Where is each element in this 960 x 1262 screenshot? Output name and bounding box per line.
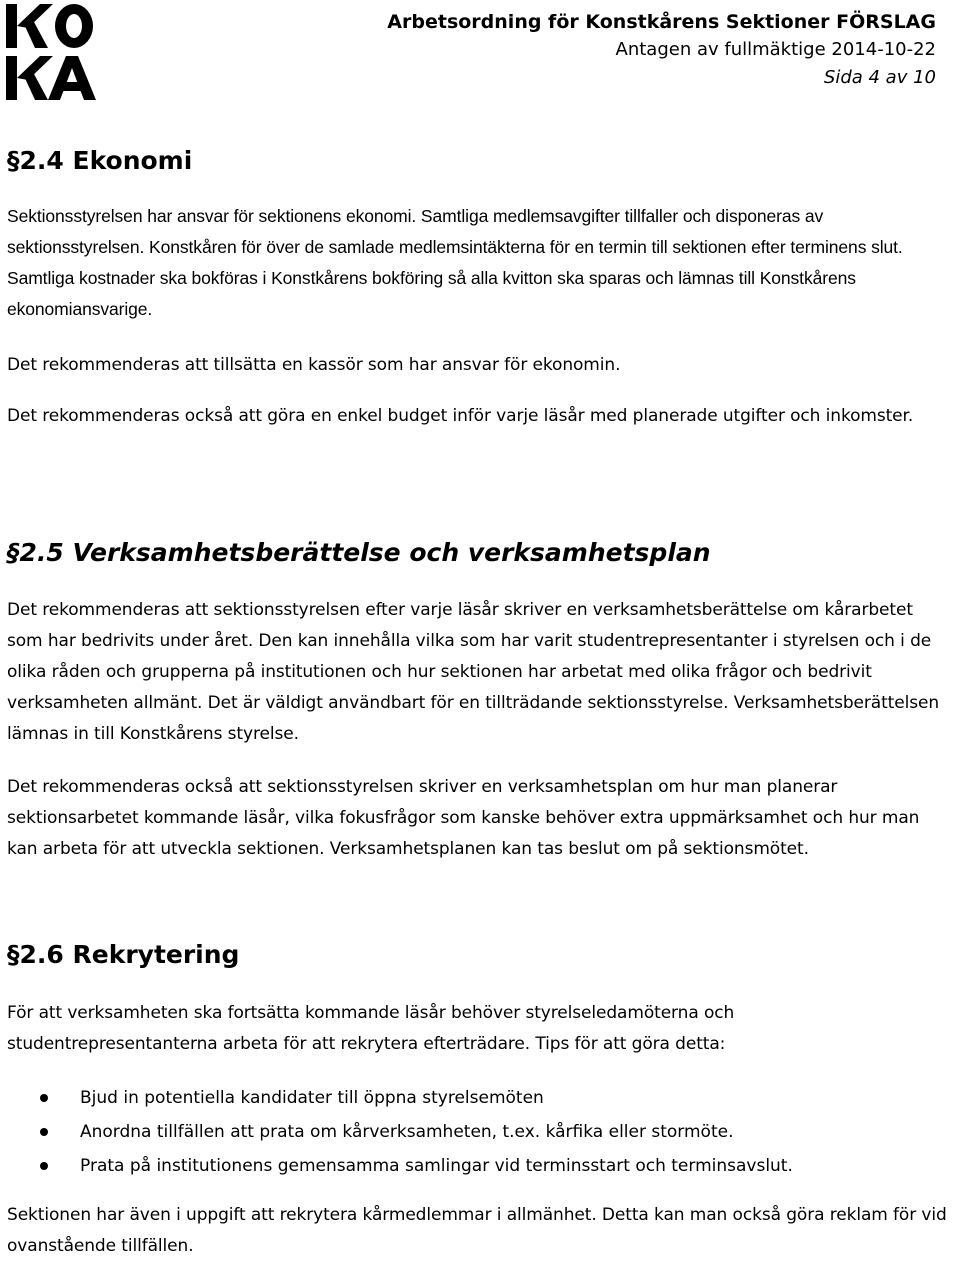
adopted-date: Antagen av fullmäktige 2014-10-22 (615, 39, 936, 60)
kora-logo (4, 2, 96, 102)
paragraph-reports-2: Det rekommenderas också att sektionsstyrelsen skriver en verksamhetsplan om hur man planerar sektionsarbetet kommande läsår, vilka fokusfrågor som kanske behöver extra uppmärksamhet och hur man kan arbeta för att utveckla sektionen. Verksamhetsplanen kan tas beslut om på sektionsmötet. (7, 777, 920, 859)
paragraph-recruitment-1: För att verksamheten ska fortsätta kommande läsår behöver styrelseledamöterna och studentrepresentanterna arbeta för att rekrytera efterträdare. Tips för att göra detta: (7, 1003, 735, 1054)
paragraph-reports-1: Det rekommenderas att sektionsstyrelsen efter varje läsår skriver en verksamhetsberättelse om kårarbetet som har bedrivits under året. Den kan innehålla vilka som har varit studentrepresentanter i styrelsen och i de olika råden och grupperna på institutionen och hur sektionen har arbetat med olika frågor och bedrivit verksamheten allmänt. Det är väldigt användbart för en tillträdande sektionsstyrelse. Verksamhetsberättelsen lämnas in till Konstkårens styrelse. (7, 600, 940, 744)
bullet-icon (40, 1094, 48, 1102)
recruitment-tips-list (7, 1083, 907, 1185)
list-item: Anordna tillfällen att prata om kårverksamheten, t.ex. kårfika eller stormöte. (7, 1117, 907, 1151)
bullet-icon (40, 1128, 48, 1136)
bullet-icon (40, 1162, 48, 1170)
list-item: Bjud in potentiella kandidater till öppna styrelsemöten (7, 1083, 907, 1117)
list-item: Prata på institutionens gemensamma samlingar vid terminsstart och terminsavslut. (7, 1151, 907, 1185)
document-title: Arbetsordning för Konstkårens Sektioner FÖRSLAG (387, 11, 936, 33)
paragraph-recruitment-2: Sektionen har även i uppgift att rekrytera kårmedlemmar i allmänhet. Detta kan man också göra reklam för vid ovanstående tillfällen. (7, 1205, 947, 1256)
kora-logo-mark (4, 2, 96, 102)
page-number: Sida 4 av 10 (823, 67, 936, 88)
paragraph-economy-3: Det rekommenderas också att göra en enkel budget inför varje läsår med planerade utgifter och inkomster. (7, 406, 914, 426)
page-header (387, 8, 936, 92)
section-heading-economy: §2.4 Ekonomi (7, 146, 193, 175)
section-heading-reports: §2.5 Verksamhetsberättelse och verksamhetsplan (7, 538, 711, 567)
paragraph-economy-2: Det rekommenderas att tillsätta en kassör som har ansvar för ekonomin. (7, 355, 621, 375)
paragraph-economy-1: Sektionsstyrelsen har ansvar för sektionens ekonomi. Samtliga medlemsavgifter tillfaller och disponeras av sektionsstyrelsen. Konstkåren för över de samlade medlemsintäkterna för en termin till sektionen efter terminens slut. Samtliga kostnader ska bokföras i Konstkårens bokföring så alla kvitton ska sparas och lämnas till Konstkårens ekonomiansvarige. (7, 206, 903, 319)
section-heading-recruitment: §2.6 Rekrytering (7, 940, 240, 969)
